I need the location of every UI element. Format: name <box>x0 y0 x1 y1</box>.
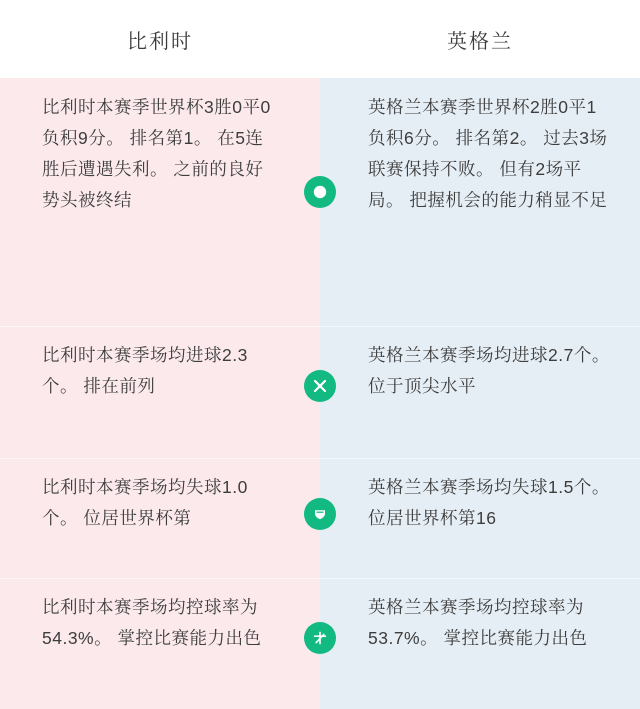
possession-icon <box>304 622 336 654</box>
left-stat-text: 比利时本赛季场均失球1.0个。 位居世界杯第 <box>42 477 248 528</box>
table-row <box>0 458 640 578</box>
right-stat-text: 英格兰本赛季世界杯2胜0平1负积6分。 排名第2。 过去3场联赛保持不败。 但有2场平局。 把握机会的能力稍显不足 <box>368 97 608 210</box>
comparison-body <box>0 78 640 709</box>
table-row <box>0 326 640 458</box>
left-stat-cell <box>0 578 320 668</box>
left-stat-text: 比利时本赛季世界杯3胜0平0负积9分。 排名第1。 在5连胜后遭遇失利。 之前的良好势头被终结 <box>42 97 271 210</box>
form-ball-icon <box>304 176 336 208</box>
right-stat-cell <box>320 458 640 548</box>
left-team-name: 比利时 <box>127 30 193 53</box>
right-stat-cell <box>320 578 640 668</box>
right-team-header-cell <box>320 0 640 78</box>
right-stat-text: 英格兰本赛季场均控球率为53.7%。 掌控比赛能力出色 <box>368 597 588 648</box>
stat-rows <box>0 78 640 709</box>
right-stat-cell <box>320 78 640 230</box>
right-stat-text: 英格兰本赛季场均失球1.5个。 位居世界杯第16 <box>368 477 610 528</box>
defense-shield-icon <box>304 498 336 530</box>
left-stat-text: 比利时本赛季场均控球率为54.3%。 掌控比赛能力出色 <box>42 597 262 648</box>
attack-shoot-icon <box>304 370 336 402</box>
left-team-header-cell <box>0 0 320 78</box>
left-stat-cell <box>0 78 320 230</box>
table-row <box>0 578 640 709</box>
right-stat-cell <box>320 326 640 416</box>
right-team-name: 英格兰 <box>447 30 513 53</box>
left-stat-cell <box>0 326 320 416</box>
teams-header <box>0 0 640 78</box>
table-row <box>0 78 640 326</box>
right-stat-text: 英格兰本赛季场均进球2.7个。 位于顶尖水平 <box>368 345 610 396</box>
left-stat-cell <box>0 458 320 548</box>
left-stat-text: 比利时本赛季场均进球2.3个。 排在前列 <box>42 345 248 396</box>
